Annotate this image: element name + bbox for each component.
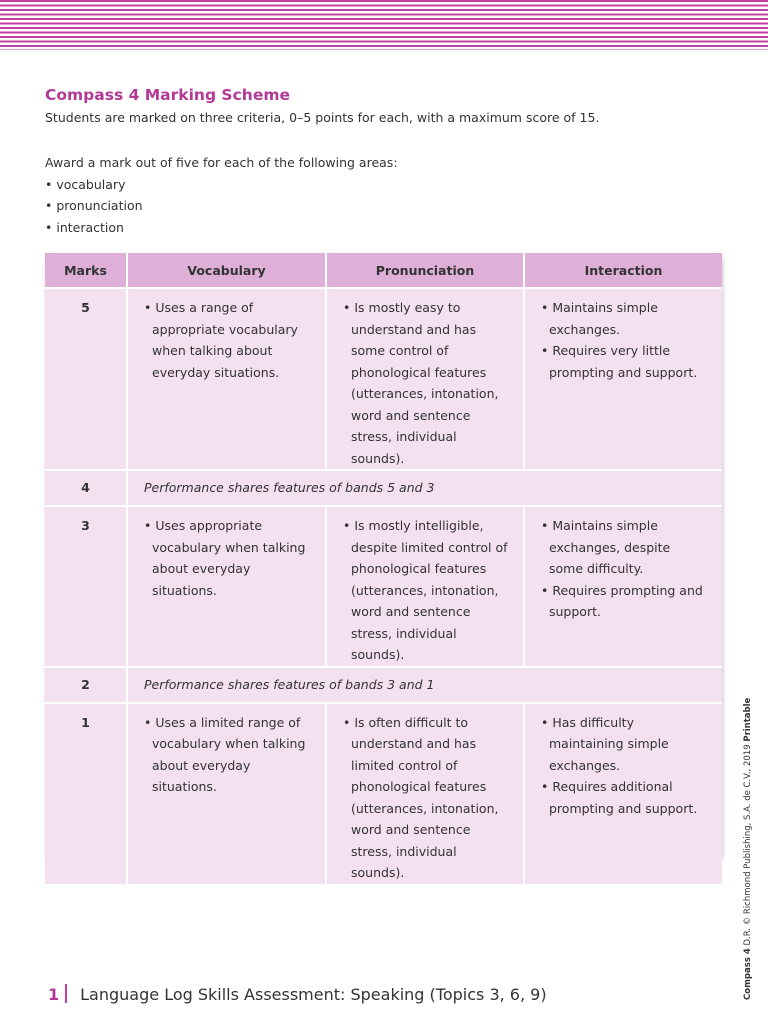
- table-row: [45, 506, 722, 667]
- criterion-text: • Uses appropriate vocabulary when talking about everyday situations.: [144, 515, 311, 601]
- page-number: 1: [48, 985, 60, 1004]
- header-stripes: [0, 0, 768, 50]
- criterion-text: • Is mostly easy to understand and has some control of phonological features (utterances, intonation, word and sentence stress, individual sounds).: [343, 297, 509, 469]
- band-note: Performance shares features of bands 5 and 3: [127, 470, 722, 506]
- area-item: • pronunciation: [45, 195, 398, 217]
- marking-scheme-table: [45, 253, 722, 880]
- mark-cell: 2: [45, 667, 127, 703]
- credit-label: Printable: [743, 697, 753, 742]
- header-vocabulary: Vocabulary: [127, 253, 326, 288]
- criterion-text: • Maintains simple exchanges, despite some difficulty.: [541, 515, 708, 580]
- criterion-text: • Uses a limited range of vocabulary when talking about everyday situations.: [144, 712, 311, 798]
- table-header-row: [45, 253, 722, 288]
- interaction-cell: [524, 288, 722, 470]
- pronunciation-cell: [326, 703, 524, 884]
- award-section: [45, 152, 398, 238]
- criterion-text: • Requires very little prompting and support.: [541, 340, 708, 383]
- vocabulary-cell: [127, 506, 326, 667]
- header-interaction: Interaction: [524, 253, 722, 288]
- table-row: [45, 288, 722, 470]
- table-row: [45, 470, 722, 506]
- band-note: Performance shares features of bands 3 and 1: [127, 667, 722, 703]
- mark-cell: 1: [45, 703, 127, 884]
- page-footer: [48, 984, 547, 1004]
- area-item: • vocabulary: [45, 174, 398, 196]
- footer-title: Language Log Skills Assessment: Speaking (Topics 3, 6, 9): [80, 985, 547, 1004]
- mark-cell: 4: [45, 470, 127, 506]
- pronunciation-cell: [326, 288, 524, 470]
- criterion-text: • Is mostly intelligible, despite limited control of phonological features (utterances, intonation, word and sentence stress, individual sounds).: [343, 515, 509, 666]
- pronunciation-cell: [326, 506, 524, 667]
- credit-text: D.R. © Richmond Publishing, S.A. de C.V., 2019: [743, 744, 753, 946]
- criterion-text: • Has difficulty maintaining simple exchanges.: [541, 712, 708, 777]
- intro-text: Students are marked on three criteria, 0–5 points for each, with a maximum score of 15.: [45, 110, 600, 125]
- vocabulary-cell: [127, 703, 326, 884]
- table-row: [45, 703, 722, 884]
- criterion-text: • Is often difficult to understand and has limited control of phonological features (utterances, intonation, word and sentence stress, individual sounds).: [343, 712, 509, 884]
- interaction-cell: [524, 703, 722, 884]
- criterion-text: • Maintains simple exchanges.: [541, 297, 708, 340]
- area-item: • interaction: [45, 217, 398, 239]
- copyright-credit: [743, 698, 753, 1000]
- interaction-cell: [524, 506, 722, 667]
- mark-cell: 5: [45, 288, 127, 470]
- criterion-text: • Requires additional prompting and support.: [541, 776, 708, 819]
- credit-brand: Compass 4: [743, 948, 753, 1000]
- criterion-text: • Requires prompting and support.: [541, 580, 708, 623]
- areas-list: [45, 174, 398, 239]
- footer-divider: [65, 984, 67, 1003]
- criterion-text: • Uses a range of appropriate vocabulary when talking about everyday situations.: [144, 297, 311, 383]
- header-pronunciation: Pronunciation: [326, 253, 524, 288]
- table-row: [45, 667, 722, 703]
- vocabulary-cell: [127, 288, 326, 470]
- award-intro: Award a mark out of five for each of the following areas:: [45, 155, 398, 170]
- header-marks: Marks: [45, 253, 127, 288]
- page-title: Compass 4 Marking Scheme: [45, 86, 290, 104]
- mark-cell: 3: [45, 506, 127, 667]
